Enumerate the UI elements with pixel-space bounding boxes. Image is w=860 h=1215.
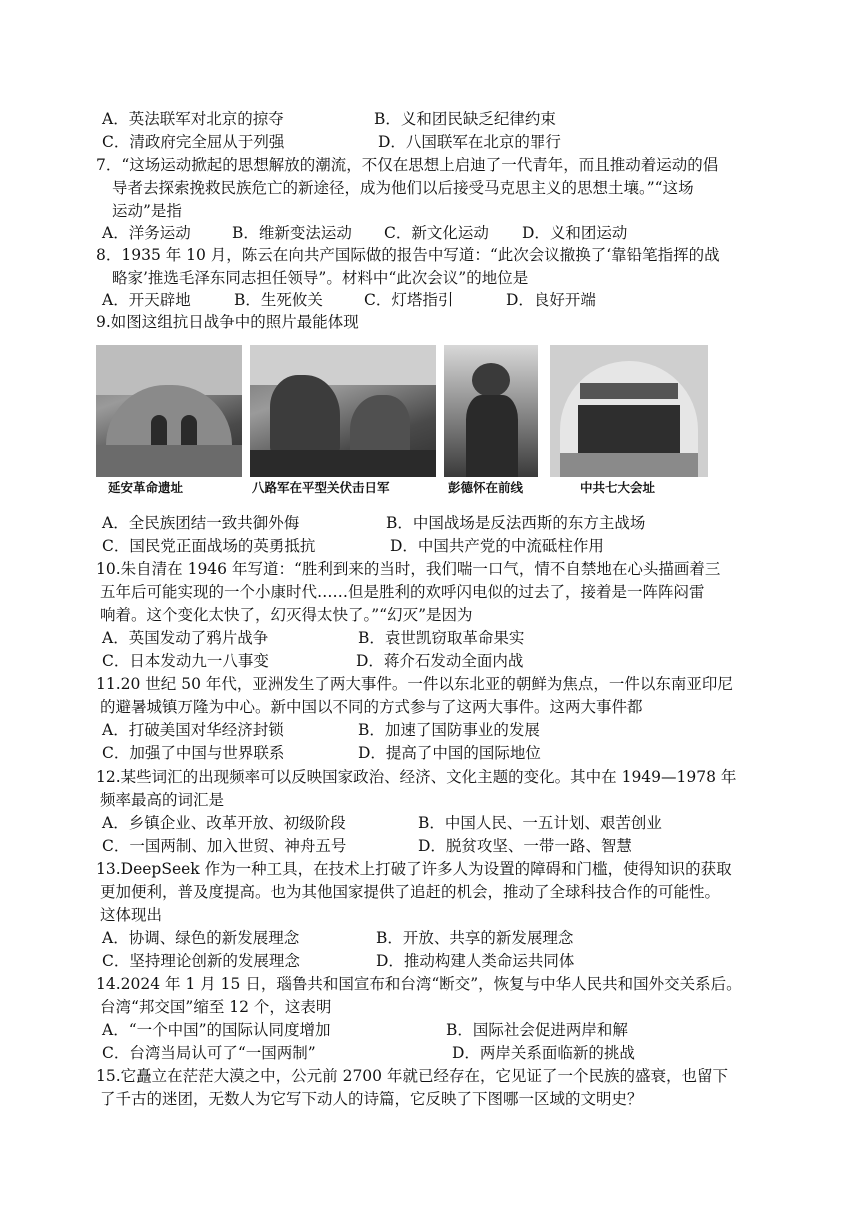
q7-stem-line3: 运动”是指 [112,202,182,220]
q11-stem-line1: 11.20 世纪 50 年代，亚洲发生了两大事件。一件以东北亚的朝鲜为焦点，一件以东南亚印尼 [96,675,733,693]
q8-option-a: A．开天辟地 [102,291,191,309]
q8-option-d: D．良好开端 [506,291,596,309]
caption-yanan-site: 延安革命遗址 [108,480,184,495]
caption-seventh-congress-site: 中共七大会址 [580,480,656,495]
photo-yanan-site [96,345,242,477]
q6-option-b: B．义和团民缺乏纪律约束 [374,110,556,128]
q13-option-d: D．推动构建人类命运共同体 [376,952,575,970]
caption-pingxingguan: 八路军在平型关伏击日军 [252,480,390,495]
q11-stem-line2: 的避暑城镇万隆为中心。新中国以不同的方式参与了这两大事件。这两大事件都 [100,698,643,716]
q6-option-a: A．英法联军对北京的掠夺 [102,110,284,128]
q7-stem-line1: 7．“这场运动掀起的思想解放的潮流，不仅在思想上启迪了一代青年，而且推动着运动的倡 [96,156,719,174]
q8-option-b: B．生死攸关 [234,291,323,309]
q7-stem-line2: 导者去探索挽救民族危亡的新途径，成为他们以后接受马克思主义的思想土壤。”“这场 [112,179,694,197]
q13-stem-line2: 更加便利，普及度提高。也为其他国家提供了追赶的机会，推动了全球科技合作的可能性。 [100,883,721,901]
q13-option-a: A．协调、绿色的新发展理念 [102,929,300,947]
q12-stem-line1: 12.某些词汇的出现频率可以反映国家政治、经济、文化主题的变化。其中在 1949—1978 年 [96,768,737,786]
q10-stem-line1: 10.朱自清在 1946 年写道：“胜利到来的当时，我们喘一口气，情不自禁地在心头描画着三 [96,560,721,578]
q11-option-b: B．加速了国防事业的发展 [358,721,540,739]
q7-option-a: A．洋务运动 [102,224,191,242]
q10-option-b: B．袁世凯窃取革命果实 [358,629,525,647]
caption-peng-dehuai: 彭德怀在前线 [448,480,524,495]
q9-stem-line1: 9.如图这组抗日战争中的照片最能体现 [96,313,359,331]
q6-option-c: C．清政府完全屈从于列强 [102,133,285,151]
q9-option-c: C．国民党正面战场的英勇抵抗 [102,537,316,555]
photo-peng-dehuai [444,345,538,477]
q10-stem-line3: 响着。这个变化太快了，幻灭得太快了。”“幻灭”是因为 [100,606,473,624]
q10-option-d: D．蒋介石发动全面内战 [356,652,524,670]
q8-option-c: C．灯塔指引 [364,291,454,309]
q12-option-a: A．乡镇企业、改革开放、初级阶段 [102,814,346,832]
q14-stem-line2: 台湾“邦交国”缩至 12 个，这表明 [100,998,332,1016]
photo-pingxingguan [250,345,436,477]
q13-option-c: C．坚持理论创新的发展理念 [102,952,300,970]
q7-option-b: B．维新变法运动 [232,224,352,242]
q11-option-d: D．提高了中国的国际地位 [358,744,541,762]
q7-option-c: C．新文化运动 [384,224,489,242]
q10-option-c: C．日本发动九一八事变 [102,652,269,670]
q11-option-c: C．加强了中国与世界联系 [102,744,285,762]
q15-stem-line2: 了千古的迷团，无数人为它写下动人的诗篇，它反映了下图哪一区域的文明史？ [100,1090,643,1108]
q9-option-b: B．中国战场是反法西斯的东方主战场 [386,514,646,532]
q8-stem-line1: 8．1935 年 10 月，陈云在向共产国际做的报告中写道：“此次会议撤换了‘靠铅笔指挥的战 [96,246,720,264]
q6-option-d: D．八国联军在北京的罪行 [378,133,561,151]
q14-option-d: D．两岸关系面临新的挑战 [452,1044,635,1062]
q8-stem-line2: 略家’推选毛泽东同志担任领导”。材料中“此次会议”的地位是 [112,269,529,287]
q12-option-d: D．脱贫攻坚、一带一路、智慧 [418,837,632,855]
q14-stem-line1: 14.2024 年 1 月 15 日，瑙鲁共和国宣布和台湾“断交”，恢复与中华人民共和国外交关系后。 [96,975,742,993]
q9-option-a: A．全民族团结一致共御外侮 [102,514,300,532]
q14-option-b: B．国际社会促进两岸和解 [446,1021,628,1039]
q10-stem-line2: 五年后可能实现的一个小康时代……但是胜利的欢呼闪电似的过去了，接着是一阵阵闷雷 [100,583,705,601]
q13-option-b: B．开放、共享的新发展理念 [376,929,574,947]
q13-stem-line1: 13.DeepSeek 作为一种工具，在技术上打破了许多人为设置的障碍和门槛，使得知识的获取 [96,860,732,878]
q10-option-a: A．英国发动了鸦片战争 [102,629,269,647]
q9-option-d: D．中国共产党的中流砥柱作用 [390,537,604,555]
q14-option-c: C．台湾当局认可了“一国两制” [102,1044,316,1062]
q12-stem-line2: 频率最高的词汇是 [100,791,225,809]
q13-stem-line3: 这体现出 [100,906,163,924]
q11-option-a: A．打破美国对华经济封锁 [102,721,284,739]
q14-option-a: A．“一个中国”的国际认同度增加 [102,1021,331,1039]
q15-stem-line1: 15.它矗立在茫茫大漠之中，公元前 2700 年就已经存在，它见证了一个民族的盛衰，也留下 [96,1067,728,1085]
photo-seventh-congress-site [550,345,708,477]
q12-option-c: C．一国两制、加入世贸、神舟五号 [102,837,347,855]
q12-option-b: B．中国人民、一五计划、艰苦创业 [418,814,662,832]
q7-option-d: D．义和团运动 [522,224,628,242]
